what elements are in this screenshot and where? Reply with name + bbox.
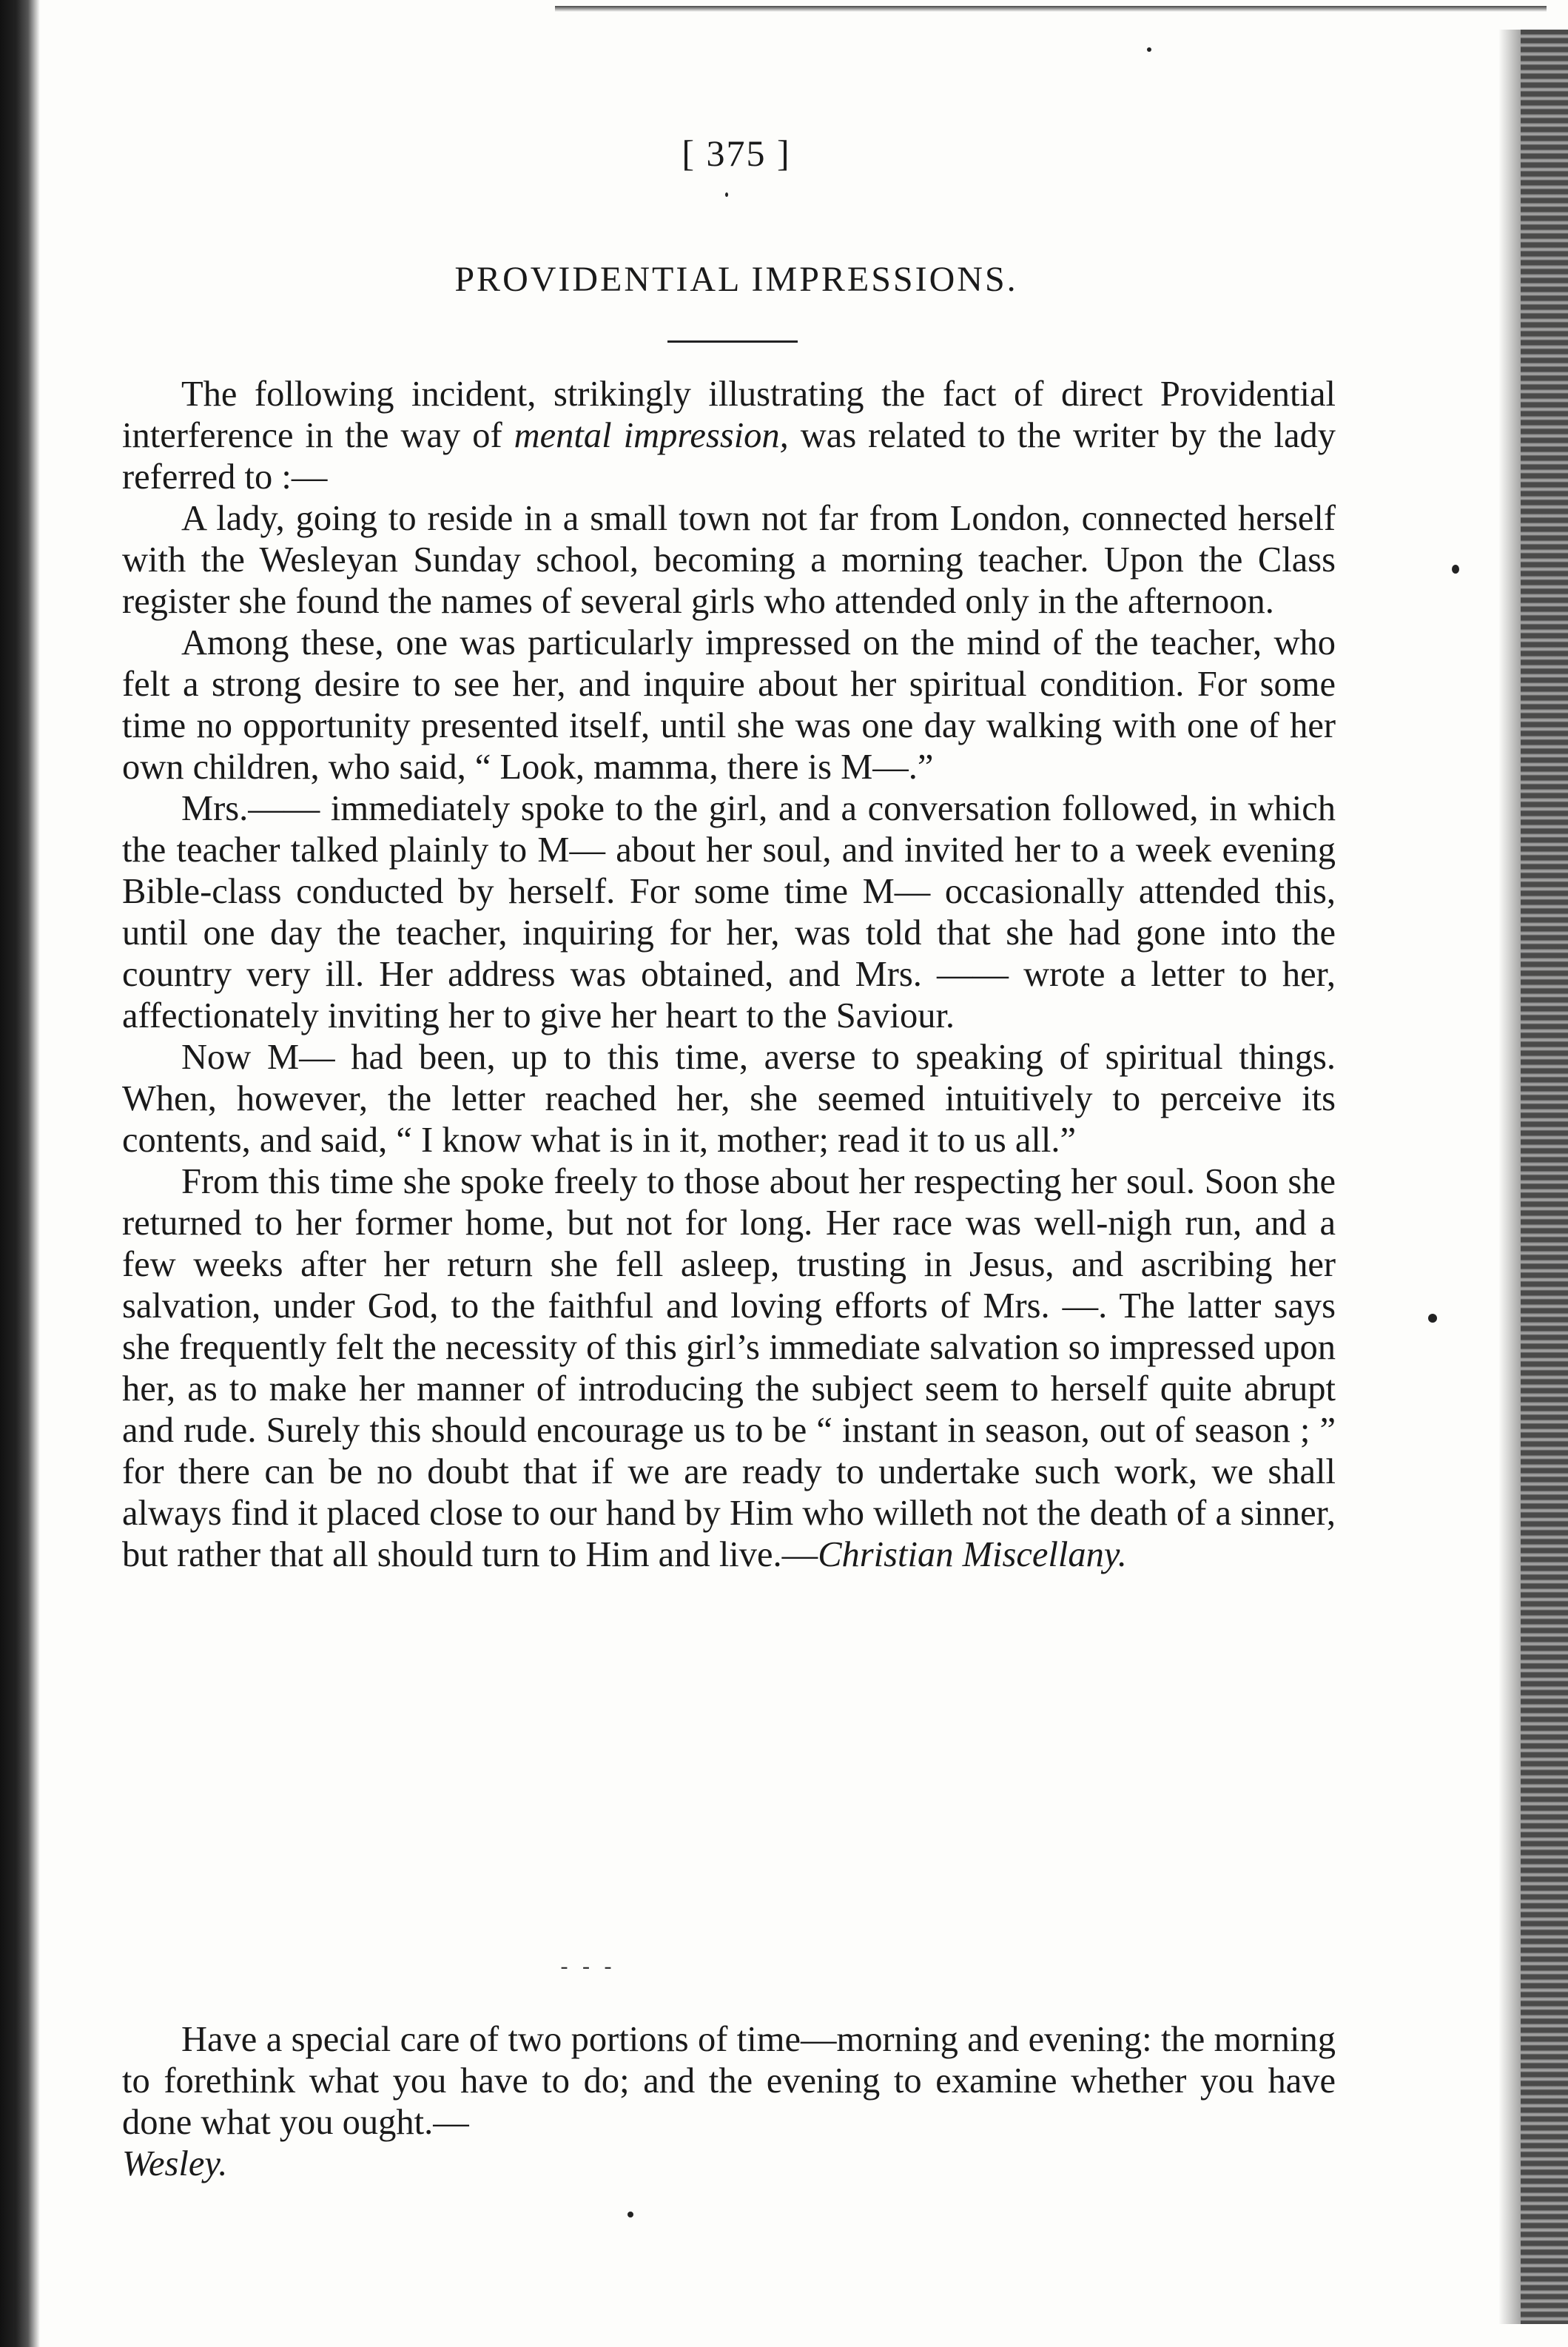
page-number: [ 375 ] [682,132,791,174]
paragraph: Now M— had been, up to this time, averse to speaking of spiritual things. When, however, the letter reached her, she seemed intuitively to perceive its contents, and said, “ I know what is in it, mother; read it to us all.” [122,1038,1336,1160]
article-body [122,374,1336,1576]
right-edge-shadow [1498,30,1521,2324]
scan-speck [627,2212,633,2217]
right-page-edge [1521,30,1568,2324]
wesley-quote [122,2019,1336,2185]
closing-text: From this time she spoke freely to those about her respecting her soul. Soon she returned to her former home, but not for long. Her race was well-nigh run, and a few weeks after her return she fell asleep, trusting in Jesus, and ascribing her salvation, under God, to the faithful and loving efforts of Mrs. —. The latter says she frequently felt the necessity of this girl’s immediate salvation so impressed upon her, as to make her manner of introducing the subject seem to herself quite abrupt and rude. Surely this should encourage us to be “ instant in season, out of season ; ” for there can be no doubt that if we are ready to undertake such work, we shall always find it placed close to our hand by Him who willeth not the death of a sinner, but rather that all should turn to Him and live.— [122,1162,1336,1574]
top-edge-shadow [555,6,1547,12]
scan-speck [1452,565,1459,574]
scan-speck [1428,1314,1437,1323]
intro-text: The following incident, strikingly illustrating the fact of direct Providential interference in the way of [122,375,1336,455]
article-title: PROVIDENTIAL IMPRESSIONS. [454,260,1018,299]
quote-paragraph [122,2019,1336,2185]
paragraph: Mrs.—— immediately spoke to the girl, and a conversation followed, in which the teacher talked plainly to M— about her soul, and invited her to a week evening Bible-class conducted by herself. For some time M— occasionally attended this, until one day the teacher, inquiring for her, was told that she had gone into the country very ill. Her address was obtained, and Mrs. —— wrote a letter to her, affectionately inviting her to give her heart to the Saviour. [122,789,1336,1035]
scan-speck [1147,47,1151,52]
quote-author: Wesley. [122,2144,228,2183]
intro-text-end: was related to the writer by the lady referred to :— [122,416,1336,497]
paragraph: Among these, one was particularly impressed on the mind of the teacher, who felt a strong desire to see her, and inquire about her spiritual condition. For some time no opportunity presented itself, until she was one day walking with one of her own children, who said, “ Look, mamma, there is M—.” [122,623,1336,787]
paragraph: A lady, going to reside in a small town not far from London, connected herself with the Wesleyan Sunday school, becoming a morning teacher. Upon the Class register she found the names of several girls who attended only in the afternoon. [122,499,1336,621]
paragraph-closing [122,1161,1336,1576]
source-citation: Christian Miscellany. [818,1535,1127,1574]
binding-shadow [0,0,40,2347]
title-divider [667,340,798,343]
intro-emphasis: mental impression, [514,416,789,455]
scan-speck [725,192,728,197]
paragraph-intro [122,374,1336,498]
quote-text: Have a special care of two portions of time—morning and evening: the morning to forethink what you have to do; and the evening to examine whether you have done what you ought.— [122,2020,1336,2142]
section-separator: - - - [560,1954,616,1978]
